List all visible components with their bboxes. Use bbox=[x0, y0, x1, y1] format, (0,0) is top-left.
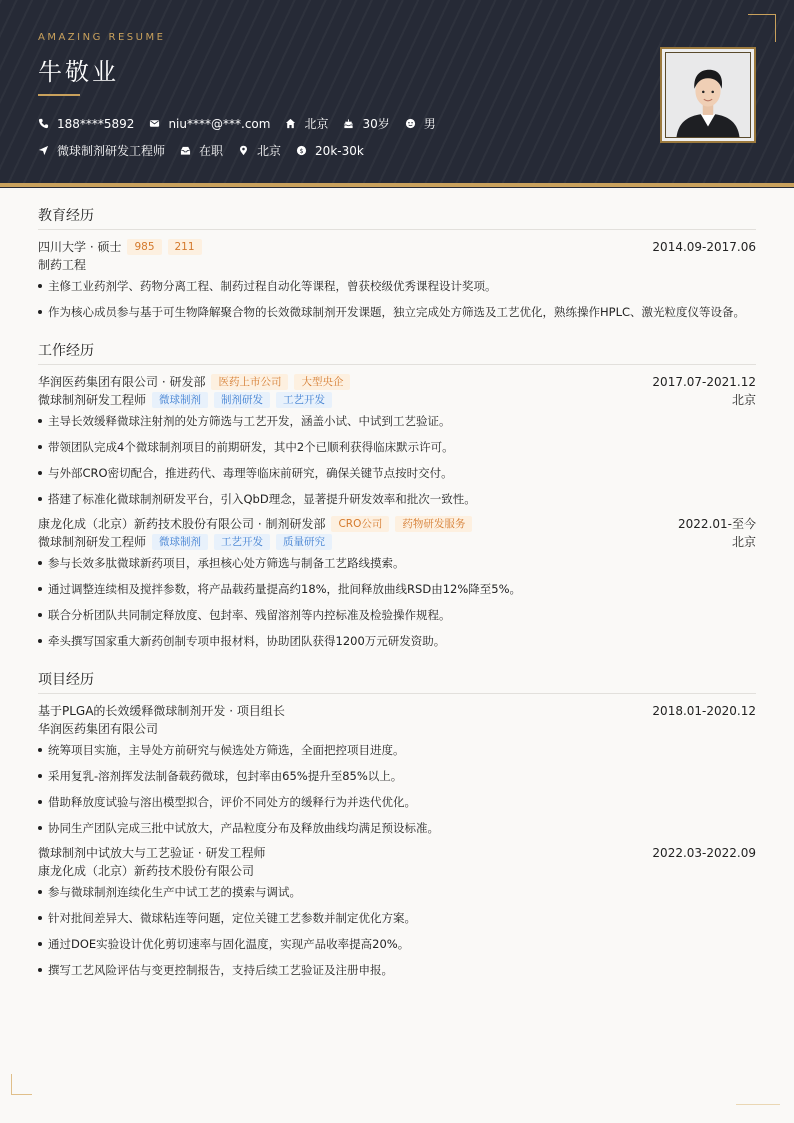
skill-tag: 微球制剂 bbox=[152, 534, 208, 550]
avatar-portrait bbox=[666, 53, 750, 137]
gender-item bbox=[405, 115, 436, 132]
job-status-text: 在职 bbox=[199, 144, 224, 158]
project-org: 华润医药集团有限公司 bbox=[38, 722, 159, 736]
education-section bbox=[38, 206, 756, 323]
list-item: 作为核心成员参与基于可生物降解聚合物的长效微球制剂开发课题，独立完成处方筛选及工艺优化，熟练操作HPLC、激光粒度仪等设备。 bbox=[38, 302, 756, 323]
inbox-icon bbox=[180, 145, 191, 156]
project-bullets bbox=[38, 882, 756, 981]
target-position-text: 微球制剂研发工程师 bbox=[57, 144, 166, 158]
project-bullets bbox=[38, 740, 756, 839]
job-status-item bbox=[180, 142, 223, 159]
salary-icon bbox=[296, 145, 307, 156]
project-date: 2022.03-2022.09 bbox=[652, 846, 756, 860]
corner-ornament-bottom-left bbox=[11, 1074, 32, 1095]
hometown-item bbox=[285, 115, 328, 132]
list-item: 统筹项目实施，主导处方前研究与候选处方筛选，全面把控项目进度。 bbox=[38, 740, 756, 761]
project-name-role: 基于PLGA的长效缓释微球制剂开发 · 项目组长 bbox=[38, 704, 285, 718]
project-entry bbox=[38, 702, 756, 839]
header-gold-rule bbox=[0, 183, 794, 188]
position-title: 微球制剂研发工程师 bbox=[38, 393, 147, 407]
work-entry bbox=[38, 515, 756, 652]
age-item bbox=[343, 115, 389, 132]
education-entry bbox=[38, 238, 756, 323]
list-item: 参与微球制剂连续化生产中试工艺的摸索与调试。 bbox=[38, 882, 756, 903]
project-section bbox=[38, 670, 756, 981]
company-tag: 药物研发服务 bbox=[395, 516, 472, 532]
home-icon bbox=[285, 118, 296, 129]
position-title: 微球制剂研发工程师 bbox=[38, 535, 147, 549]
contact-info-row bbox=[38, 115, 451, 132]
salary-item bbox=[296, 144, 364, 158]
list-item: 搭建了标准化微球制剂研发平台，引入QbD理念，显著提升研发效率和批次一致性。 bbox=[38, 489, 756, 510]
work-location: 北京 bbox=[731, 393, 756, 407]
email-text: niu****@***.com bbox=[168, 116, 271, 131]
work-entry bbox=[38, 373, 756, 510]
corner-ornament-bottom-right bbox=[736, 1104, 780, 1105]
profile-photo bbox=[660, 47, 756, 143]
school-tag: 985 bbox=[127, 239, 161, 255]
phone-icon bbox=[38, 118, 49, 129]
list-item: 借助释放度试验与溶出模型拟合，评价不同处方的缓释行为并迭代优化。 bbox=[38, 792, 756, 813]
company-department: 康龙化成（北京）新药技术股份有限公司 · 制剂研发部 bbox=[38, 517, 326, 531]
send-icon bbox=[38, 145, 49, 156]
list-item: 参与长效多肽微球新药项目，承担核心处方筛选与制备工艺路线摸索。 bbox=[38, 553, 756, 574]
cake-icon bbox=[343, 118, 354, 129]
target-city-item bbox=[238, 142, 281, 159]
education-date: 2014.09-2017.06 bbox=[652, 240, 756, 254]
location-pin-icon bbox=[238, 145, 249, 156]
education-section-title: 教育经历 bbox=[38, 206, 756, 230]
work-section bbox=[38, 341, 756, 652]
mail-icon bbox=[149, 118, 160, 129]
job-intent-row bbox=[38, 142, 379, 159]
work-date: 2022.01-至今 bbox=[678, 517, 756, 531]
company-tag: CRO公司 bbox=[331, 516, 389, 532]
email-item bbox=[149, 117, 270, 131]
name-underline bbox=[38, 94, 80, 96]
work-bullets bbox=[38, 553, 756, 652]
age-text: 30岁 bbox=[362, 117, 390, 131]
candidate-name: 牛敬业 bbox=[38, 58, 119, 86]
phone-item bbox=[38, 117, 134, 131]
gender-text: 男 bbox=[423, 117, 436, 131]
work-location: 北京 bbox=[731, 535, 756, 549]
work-bullets bbox=[38, 411, 756, 510]
project-name-role: 微球制剂中试放大与工艺验证 · 研发工程师 bbox=[38, 846, 266, 860]
project-org: 康龙化成（北京）新药技术股份有限公司 bbox=[38, 864, 255, 878]
company-department: 华润医药集团有限公司 · 研发部 bbox=[38, 375, 206, 389]
list-item: 撰写工艺风险评估与变更控制报告，支持后续工艺验证及注册申报。 bbox=[38, 960, 756, 981]
phone-text: 188****5892 bbox=[57, 116, 135, 131]
list-item: 采用复乳-溶剂挥发法制备载药微球，包封率由65%提升至85%以上。 bbox=[38, 766, 756, 787]
skill-tag: 工艺开发 bbox=[214, 534, 270, 550]
list-item: 带领团队完成4个微球制剂项目的前期研发，其中2个已顺利获得临床默示许可。 bbox=[38, 437, 756, 458]
hometown-text: 北京 bbox=[304, 117, 329, 131]
list-item: 与外部CRO密切配合，推进药代、毒理等临床前研究，确保关键节点按时交付。 bbox=[38, 463, 756, 484]
list-item: 协同生产团队完成三批中试放大，产品粒度分布及释放曲线均满足预设标准。 bbox=[38, 818, 756, 839]
work-date: 2017.07-2021.12 bbox=[652, 375, 756, 389]
list-item: 牵头撰写国家重大新药创制专项申报材料，协助团队获得1200万元研发资助。 bbox=[38, 631, 756, 652]
list-item: 联合分析团队共同制定释放度、包封率、残留溶剂等内控标准及检验操作规程。 bbox=[38, 605, 756, 626]
work-section-title: 工作经历 bbox=[38, 341, 756, 365]
list-item: 通过DOE实验设计优化剪切速率与固化温度，实现产品收率提高20%。 bbox=[38, 934, 756, 955]
major: 制药工程 bbox=[38, 258, 87, 272]
resume-subtitle: AMAZING RESUME bbox=[38, 32, 166, 43]
list-item: 主导长效缓释微球注射剂的处方筛选与工艺开发，涵盖小试、中试到工艺验证。 bbox=[38, 411, 756, 432]
list-item: 通过调整连续相及搅拌参数，将产品载药量提高约18%，批间释放曲线RSD由12%降至5%。 bbox=[38, 579, 756, 600]
gender-icon bbox=[405, 118, 416, 129]
skill-tag: 制剂研发 bbox=[214, 392, 270, 408]
list-item: 主修工业药剂学、药物分离工程、制药过程自动化等课程，曾获校级优秀课程设计奖项。 bbox=[38, 276, 756, 297]
salary-text: 20k-30k bbox=[315, 143, 364, 158]
skill-tag: 质量研究 bbox=[276, 534, 332, 550]
school-tag: 211 bbox=[168, 239, 202, 255]
company-tag: 大型央企 bbox=[294, 374, 350, 390]
project-date: 2018.01-2020.12 bbox=[652, 704, 756, 718]
avatar bbox=[665, 52, 751, 138]
school-degree: 四川大学 · 硕士 bbox=[38, 240, 122, 254]
corner-ornament-top-right bbox=[748, 14, 776, 42]
company-tag: 医药上市公司 bbox=[211, 374, 288, 390]
education-bullets bbox=[38, 276, 756, 323]
skill-tag: 微球制剂 bbox=[152, 392, 208, 408]
skill-tag: 工艺开发 bbox=[276, 392, 332, 408]
project-section-title: 项目经历 bbox=[38, 670, 756, 694]
resume-body bbox=[38, 206, 756, 999]
target-position-item bbox=[38, 142, 165, 159]
list-item: 针对批间差异大、微球粘连等问题，定位关键工艺参数并制定优化方案。 bbox=[38, 908, 756, 929]
target-city-text: 北京 bbox=[257, 144, 282, 158]
project-entry bbox=[38, 844, 756, 981]
svg-text:$: $ bbox=[299, 146, 304, 155]
